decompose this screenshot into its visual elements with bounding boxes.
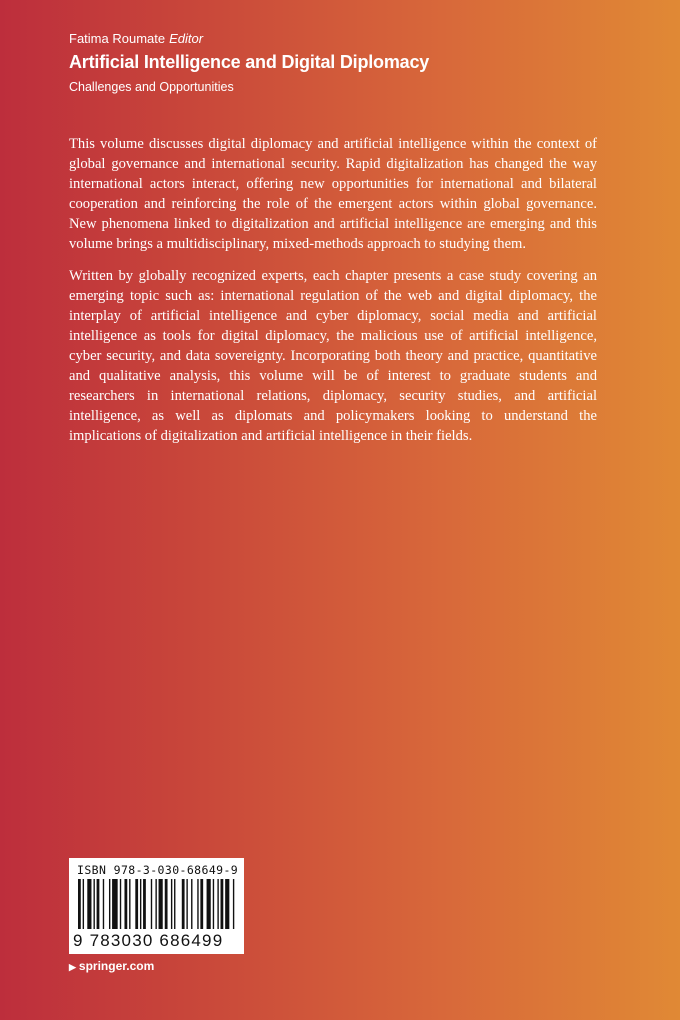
barcode-bar (151, 879, 152, 929)
blurb-paragraph: This volume discusses digital diplomacy and artificial intelligence within the context of global governance and international security. Rapid digitalization has changed the way international actors interact, offering new opportunities for international and bilateral cooperation and reinforcing the role of the emergent actors within global governance. New phenomena linked to digitalization and artificial intelligence are emerging and this volume brings a multidisciplinary, mixed-methods approach to studying them. (69, 136, 597, 253)
barcode-bar (112, 879, 118, 929)
barcode-bar (233, 879, 234, 929)
barcode-bar (186, 879, 187, 929)
barcode-bar (165, 879, 168, 929)
barcode-bar (159, 879, 163, 929)
barcode-bar (221, 879, 224, 929)
barcode-digits: 9 783030 686499 (73, 931, 224, 950)
blurb-paragraph: Written by globally recognized experts, each chapter presents a case study covering an emerging topic such as: international regulation of the web and digital diplomacy, the interplay of artificial intelligence and cyber diplomacy, social media and artificial intelligence as tools for digital diplomacy, the malicious use of artificial intelligence, cyber security, and data sovereignty. Incorporating both theory and practice, quantitative and qualitative analysis, this volume will be of interest to graduate students and researchers in international relations, diplomacy, security studies, and artificial intelligence, as well as diplomats and policymakers looking to understand the implications of digitalization and artificial intelligence in their fields. (69, 267, 597, 445)
barcode-bar (120, 879, 121, 929)
barcode-bar (97, 879, 100, 929)
barcode-bar (78, 879, 81, 929)
barcode-bar (171, 879, 172, 929)
barcode-bar (93, 879, 94, 929)
barcode-bar (143, 879, 146, 929)
barcode-bar (197, 879, 198, 929)
editor-role: Editor (169, 31, 204, 46)
barcode-bar (124, 879, 127, 929)
book-subtitle: Challenges and Opportunities (69, 80, 234, 94)
barcode-bar (200, 879, 203, 929)
barcode-bar (103, 879, 104, 929)
barcode-bar (182, 879, 185, 929)
book-title: Artificial Intelligence and Digital Diplomacy (69, 52, 430, 72)
barcode-bar (191, 879, 192, 929)
barcode-bar (207, 879, 211, 929)
barcode-bar (155, 879, 156, 929)
barcode-bar (140, 879, 141, 929)
barcode-box (69, 858, 244, 954)
barcode-bar (225, 879, 229, 929)
barcode-bar (174, 879, 175, 929)
editor-line (69, 31, 203, 46)
publisher-link[interactable] (69, 959, 154, 973)
isbn-label: ISBN 978-3-030-68649-9 (77, 863, 239, 877)
triangle-right-icon: ▶ (69, 962, 76, 972)
publisher-url: springer.com (78, 959, 155, 973)
barcode-bar (109, 879, 110, 929)
editor-name: Fatima Roumate (69, 31, 166, 46)
barcode-bar (83, 879, 84, 929)
barcode-bar (87, 879, 91, 929)
barcode-bar (213, 879, 214, 929)
barcode-bars (78, 879, 236, 929)
barcode-bar (217, 879, 218, 929)
barcode-bar (135, 879, 138, 929)
blurb (69, 134, 597, 457)
barcode-bar (129, 879, 130, 929)
